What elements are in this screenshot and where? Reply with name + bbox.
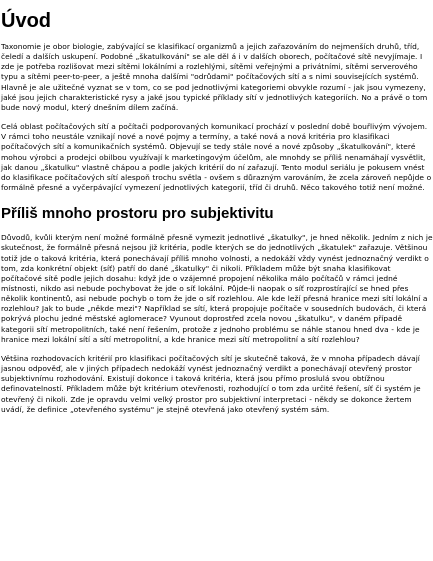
paragraph-intro: Taxonomie je obor biologie, zabývající se klasifikací organizmů a jejich zařazováním do nejmenších druhů, tříd, čeledí a dalších uskupení. Podobné „škatulkování" se ale děl á i v dalších oborech, počítačové sítě nevyjímaje. I zde je potřeba rozlišovat mezi sítěmi lokálními a rozlehlými, sítěmi veřejnými a privátními, sítěmi serverového typu a sítěmi peer-to-peer, a ještě mnoha dalšími "odrůdami" počítačových sítí a s nimi souvisejících systémů. Hlavně je ale užitečné vyznat se v tom, co se pod jednotlivými kategoriemi obvykle rozumí - jak jsou vymezeny, jaké jsou jejich charakteristické rysy a jaké jsou typické příklady sítí v jednotlivých kategoriích. No a právě o tom bude nový modul, který dnešním dílem začíná. xyxy=(1,42,428,112)
paragraph-development: Celá oblast počítačových sítí a počítači podporovaných komunikací prochází v poslední době bouřlivým vývojem. V rámci toho neustále vznikají nové a nové pojmy a termíny, a také nová a nová kritéria pro klasifikaci počítačových sítí a komunikačních systémů. Objevují se tedy stále nové a nové způsoby „škatulkování", které mohou výrobci a prodejci obilbou využívají k marketingovým účelům, ale mnohdy se příliš nenamáhají vysvětlit, jak danou „škatulku" vlastně chápou a podle jakých kritérií do ní zařazují. Tento modul seriálu je pokusem vnést do klasifikace počítačových sítí alespoň trochu světla - ovšem s důrazným varováním, že zcela zároveň nepůjde o formálně přesné a vyčerpávající vymezení jednotlivých kategorií, tříd či druhů. Něco takového totiž není možné. xyxy=(1,122,432,193)
paragraph-reasons: Důvodů, kvůli kterým není možné formálně přesně vymezit jednotlivé „škatulky", je hned několik. Jedním z nich je skutečnost, že formálně přesná nejsou již kritéria, podle kterých se do jednotlivých „škatulek" zařazuje. Většinou totiž jde o taková kritéria, která ponechávají příliš mnoho volnosti, a nedokáží vždy vynést jednoznačný verdikt o tom, zda konkrétní objekt (síť) patří do dané „škatulky" či nikoli. Příkladem může být snaha klasifikovat počítačové sítě podle jejich dosahu: když jde o vzájemné propojení několika málo počítačů v rámci jedné místnosti, nikdo asi nebude pochybovat že jde o síť lokální. Půjde-li naopak o síť rozprostírající se hned přes několik kontinentů, asi nebude pochyb o tom že jde o síť rozlehlou. Ale kde leží přesná hranice mezi sítí lokální a rozlehlou? Jak to bude „někde mezi"? Například se sítí, která propojuje počítače v sousedních budovách, či která pokrývá plochu jedné městské aglomerace? Vyunout doprostřed zcela novou „škatulku", v daném případě kategorii sítí metropolitních, také není řešením, protože z jednoho problému se náhle stanou hned dva - kde je hranice mezi lokální sítí a sítí metropolitní, a kde hranice mezi sítí metropolitní a sítí rozlehlou? xyxy=(1,233,433,344)
paragraph-criteria: Většina rozhodovacích kritérií pro klasifikaci počítačových sítí je skutečně taková, že v mnoha případech dávají jasnou odpověď, ale v jiných případech nedokáží vynést jednoznačný verdikt a ponechávají otevřený prostor subjektivnímu rozhodování. Existují dokonce i taková kritéria, která jsou přímo proslulá svou obtížnou definovatelností. Příkladem může být kritérium otevřenosti, rozhodující o tom zda určité řešení, síť či systém je otevřený či nikoli. Zde je opravdu velmi velký prostor pro subjektivní interpretaci - někdy se dokonce žertem uvádí, že definice „otevřeného systému" je stejně otevřená jako otevřený systém sám. xyxy=(1,353,421,414)
heading-uvod: Úvod xyxy=(1,10,51,32)
heading-subjectivity: Příliš mnoho prostoru pro subjektivitu xyxy=(1,205,274,223)
